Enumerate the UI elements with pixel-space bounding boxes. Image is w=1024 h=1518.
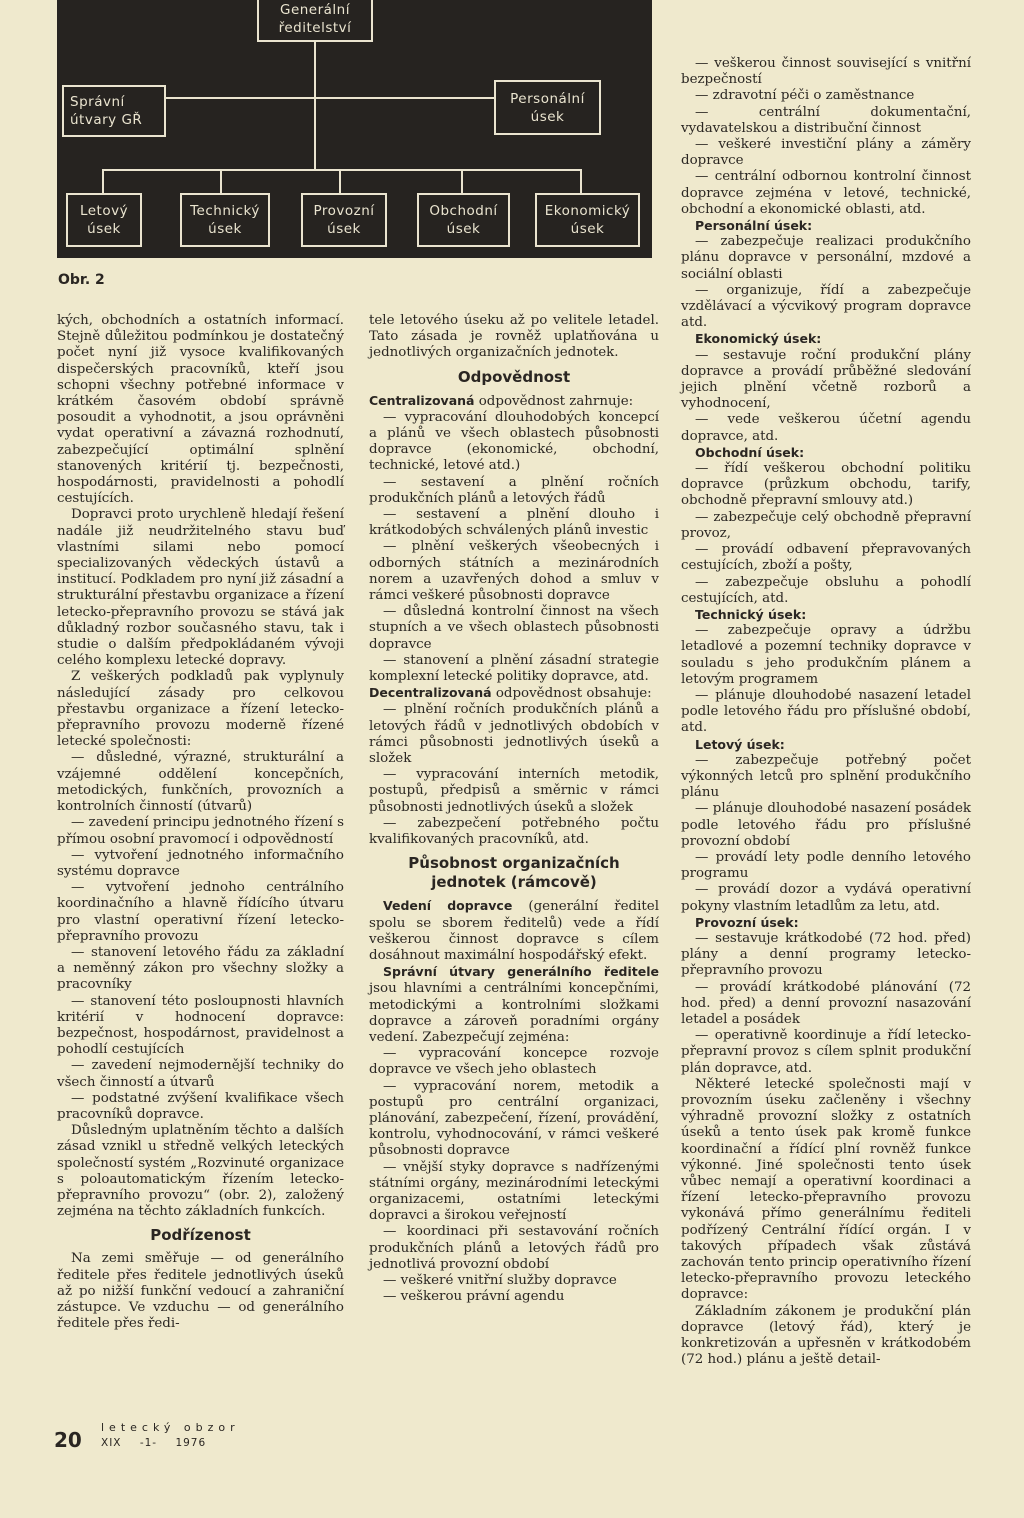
section-item: — plánuje dlouhodobé nasazení letadel podle letového řádu pro příslušné období, atd.	[681, 687, 971, 736]
col1-paragraph: kých, obchodních a ostatních informací. Stejně důležitou podmínkou je dostatečný počet nyní již vysoce kvalifikovaných dispečerských pracovníků, kteří jsou schopni všechny potřebné informace v krátkém časovém období správně posoudit a vyhodnotit, a jsou oprávněni vydat operativní a závazná rozhodnutí, zabezpečující optimální splnění stanovených kritérií tj. bezpečnosti, hospodárnosti, pravidelnosti a pohodlí cestujících.	[57, 313, 344, 507]
col1-paragraph: Z veškerých podkladů pak vyplynuly následující zásady pro celkovou přestavbu organizace a řízení letecko-přepravního provozu moderně řízené letecké společnosti:	[57, 669, 344, 750]
central-item: — vypracování dlouhodobých koncepcí a plánů ve všech oblastech působnosti dopravce (ekonomické, obchodní, technické, letové atd.)	[369, 409, 659, 474]
chart-unit-commercial-line2: úsek	[446, 221, 481, 237]
col1-paragraph: Dopravci proto urychleně hledají řešení nadále již neudržitelného stavu buď vlastními silami nebo pomocí specializovaných vědeckých ústavů a institucí. Podkladem pro nyní již zásadní a strukturální přestavbu organizace a řízení letecko-přepravního provozu se stává jak důkladný rozbor současného stavu, tak i studie o dalším předpokládaném vývoji celého komplexu letecké dopravy.	[57, 507, 344, 669]
chart-personnel-box	[494, 80, 601, 135]
chart-root-box	[257, 0, 373, 42]
decentral-item: — vypracování interních metodik, postupů, předpisů a směrnic v rámci působnosti jednotlivých úseků a složek	[369, 767, 659, 815]
vedeni-label: Vedení dopravce	[383, 898, 513, 914]
vedeni-text: (generální ředitel spolu se sborem ředitelů) vede a řídí veškerou činnost dopravce s cílem dosáhnout maximální hospodářský efekt.	[369, 899, 659, 963]
section-item: — sestavuje roční produkční plány dopravce a provádí průběžné sledování jejich plnění včetně rozborů a vyhodnocení,	[681, 347, 971, 412]
issue-number: -1-	[139, 1437, 158, 1449]
section-title-flight: Letový úsek:	[695, 736, 785, 752]
heading-odpovednost: Odpovědnost	[457, 367, 571, 386]
chart-unit-commercial	[417, 193, 510, 247]
chart-unit-operations	[301, 193, 387, 247]
heading-podrizenost: Podřízenost	[150, 1226, 251, 1245]
chart-unit-commercial-line1: Obchodní	[429, 203, 498, 219]
col1-list-item: — zavedení principu jednotného řízení s přímou osobní pravomocí i odpovědností	[57, 815, 344, 847]
spravni-item: — veškeré vnitřní služby dopravce	[383, 1272, 617, 1288]
chart-unit-technical-line2: úsek	[208, 221, 242, 237]
section-item: — sestavuje krátkodobé (72 hod. před) plány a denní programy letecko-přepravního provozu	[681, 930, 971, 979]
section-item: — zabezpečuje opravy a údržbu letadlové a pozemní techniky dopravce v souladu s jeho produkčním plánem a letovým programem	[681, 623, 971, 687]
col3-item: — veškeré investiční plány a záměry dopravce	[681, 137, 971, 169]
central-item: — sestavení a plnění dlouho i krátkodobých schválených plánů investic	[369, 507, 659, 539]
section-item: — vede veškerou účetní agendu dopravce, atd.	[681, 412, 971, 444]
column-3	[681, 56, 971, 1368]
col3-paragraph: Základním zákonem je produkční plán dopravce (letový řád), který je konkretizován a upřesněn v krátkodobém (72 hod.) plánu a ještě detail-	[681, 1303, 971, 1368]
section-item: — zabezpečuje celý obchodně přepravní provoz,	[681, 509, 971, 541]
spravni-paragraph	[369, 964, 659, 1046]
central-intro	[369, 393, 659, 410]
figure-caption: Obr. 2	[58, 272, 105, 288]
col1-list-item: — stanovení letového řádu za základní a neměnný zákon pro všechny složky a pracovníky	[57, 944, 344, 993]
col1-paragraph: Na zemi směřuje — od generálního ředitele přes ředitele jednotlivých úseků až po nižší funkční vedoucí a zahraniční zástupce. Ve vzduchu — od generálního ředitele přes ředi-	[57, 1251, 344, 1332]
chart-unit-flight-line2: úsek	[87, 221, 121, 237]
col3-item: — zdravotní péči o zaměstnance	[695, 88, 915, 104]
decentral-text: odpovědnost obsahuje:	[491, 686, 652, 702]
central-item: — sestavení a plnění ročních produkčních plánů a letových řádů	[369, 474, 659, 506]
chart-unit-economic-line2: úsek	[570, 221, 605, 237]
issue-info	[101, 1437, 220, 1449]
section-item: — provádí krátkodobé plánování (72 hod. před) a denní provozní nasazování letadel a posádek	[681, 979, 971, 1027]
section-item: — provádí dozor a vydává operativní pokyny vlastním letadlům za letu, atd.	[681, 882, 971, 914]
chart-admin-line1: Správní	[70, 94, 125, 110]
central-item: — plnění veškerých všeobecných i odborných státních a mezinárodních norem a uzavřených dohod a smluv v rámci veškeré působnosti dopravce	[369, 539, 659, 604]
decentral-intro	[369, 685, 659, 702]
spravni-item: — vnější styky dopravce s nadřízenými státními orgány, mezinárodními leteckými organizacemi, ostatními leteckými dopravci a širokou veřejností	[369, 1159, 659, 1224]
section-item: — organizuje, řídí a zabezpečuje vzdělávací a výcvikový program dopravce atd.	[681, 282, 971, 331]
col3-paragraph: Některé letecké společnosti mají v provozním úseku začleněny i všechny výhradně provozní složky z ostatních úseků a tento úsek pak kromě funkce koordinační a řídící plní rovněž funkce výkonné. Jiné společnosti tento úsek vůbec nemají a operativní koordinaci a řízení letecko-přepravního provozu vykonává přímo generálnímu řediteli podřízený Centrální řídící orgán. I v takových případech však zůstává zachován tento princip operativního řízení letecko-přepravního provozu leteckého dopravce:	[681, 1076, 971, 1303]
col2-paragraph: tele letového úseku až po velitele letadel. Tato zásada je rovněž uplatňována u jednotlivých organizačních jednotek.	[369, 313, 659, 361]
section-item: — zabezpečuje realizaci produkčního plánu dopravce v personální, mzdové a sociální oblasti	[681, 234, 971, 282]
vedeni-paragraph	[369, 898, 659, 964]
issue-volume: XIX	[101, 1437, 122, 1449]
chart-root-line1: Generální	[279, 2, 350, 18]
section-item: — provádí lety podle denního letového programu	[681, 849, 971, 882]
col1-list-item: — důsledné, výrazné, strukturální a vzájemné oddělení koncepčních, metodických, funkčních, provozních a kontrolních činností (útvarů)	[57, 750, 344, 815]
section-title-commercial: Obchodní úsek:	[695, 444, 805, 460]
issue-year: 1976	[175, 1437, 207, 1449]
col1-list-item: — podstatné zvýšení kvalifikace všech pracovníků dopravce.	[57, 1090, 344, 1122]
chart-personnel-line2: úsek	[530, 108, 565, 125]
spravni-item: — veškerou právní agendu	[383, 1289, 565, 1305]
col1-paragraph: Důsledným uplatněním těchto a dalších zásad vznikl u středně velkých leteckých společností systém „Rozvinuté organizace s poloautomatickým řízením letecko-přepravního provozu“ (obr. 2), založený zejména na těchto základních funkcích.	[57, 1123, 344, 1220]
org-chart	[57, 0, 652, 258]
spravni-label: Správní útvary generálního ředitele	[383, 964, 659, 980]
chart-admin-line2: útvary GŘ	[70, 112, 143, 128]
chart-personnel-line1: Personální	[510, 90, 585, 107]
section-title-operations: Provozní úsek:	[695, 914, 799, 930]
col1-list-item: — vytvoření jednotného informačního systému dopravce	[57, 847, 344, 879]
col1-list-item: — vytvoření jednoho centrálního koordinačního a hlavně řídícího útvaru pro vlastní operativní řízení letecko-přepravního provozu	[57, 880, 344, 944]
section-item: — provádí odbavení přepravovaných cestujících, zboží a pošty,	[681, 542, 971, 574]
central-item: — stanovení a plnění zásadní strategie komplexní letecké politiky dopravce, atd.	[369, 652, 659, 685]
chart-unit-flight	[66, 193, 142, 247]
chart-unit-technical	[180, 193, 270, 247]
column-2	[369, 313, 659, 1305]
chart-unit-flight-line1: Letový	[79, 203, 129, 219]
chart-unit-operations-line1: Provozní	[313, 203, 375, 219]
section-title-technical: Technický úsek:	[695, 606, 807, 622]
col1-list-item: — zavedení nejmodernější techniky do všech činností a útvarů	[57, 1058, 344, 1090]
section-title-economic: Ekonomický úsek:	[695, 331, 822, 347]
column-1	[57, 313, 344, 1332]
section-item: — řídí veškerou obchodní politiku dopravce (průzkum obchodu, tarify, obchodně přepravní smlouvy atd.)	[681, 461, 971, 509]
section-item: — operativně koordinuje a řídí letecko-přepravní provoz s cílem splnit produkční plán dopravce, atd.	[681, 1028, 971, 1076]
spravni-item: — vypracování norem, metodik a postupů pro centrální organizaci, plánování, zabezpečení, řízení, provádění, kontrolu, vyhodnocování, v rámci veškeré působnosti dopravce	[369, 1078, 659, 1159]
spravni-text: jsou hlavními a centrálními koncepčními, metodickými a kontrolními složkami dopravce a zároveň poradními orgány vedení. Zabezpečují zejména:	[369, 981, 659, 1045]
chart-unit-technical-line1: Technický	[190, 203, 260, 219]
col3-item: — centrální dokumentační, vydavatelskou a distribuční činnost	[681, 104, 971, 136]
chart-root-line2: ředitelství	[278, 20, 352, 36]
chart-admin-box	[62, 85, 166, 137]
decentral-item: — zabezpečení potřebného počtu kvalifikovaných pracovníků, atd.	[369, 815, 659, 848]
magazine-name: letecký obzor	[101, 1421, 240, 1434]
chart-unit-operations-line2: úsek	[327, 221, 361, 237]
chart-unit-economic	[535, 193, 640, 247]
page-number: 20	[54, 1428, 82, 1452]
chart-unit-economic-line1: Ekonomický	[544, 203, 631, 219]
heading-pusobnost: Působnost organizačních jednotek (rámcově)	[408, 854, 620, 892]
decentral-label: Decentralizovaná	[369, 685, 492, 701]
col3-item: — centrální odbornou kontrolní činnost dopravce zejména v letové, technické, obchodní a ekonomické oblasti, atd.	[681, 169, 971, 217]
section-item: — zabezpečuje obsluhu a pohodlí cestujících, atd.	[681, 574, 971, 606]
section-title-personnel: Personální úsek:	[695, 218, 813, 234]
col3-item: — veškerou činnost související s vnitřní bezpečností	[681, 56, 971, 88]
spravni-item: — vypracování koncepce rozvoje dopravce ve všech jeho oblastech	[369, 1046, 659, 1078]
central-label: Centralizovaná	[369, 392, 475, 408]
section-item: — plánuje dlouhodobé nasazení posádek podle letového řádu pro příslušné provozní období	[681, 801, 971, 849]
central-text: odpovědnost zahrnuje:	[474, 393, 634, 409]
spravni-item: — koordinaci při sestavování ročních produkčních plánů a letových řádů pro jednotlivá provozní období	[369, 1224, 659, 1272]
section-item: — zabezpečuje potřebný počet výkonných letců pro splnění produkčního plánu	[681, 752, 971, 801]
central-item: — důsledná kontrolní činnost na všech stupních a ve všech oblastech působnosti dopravce	[369, 604, 659, 652]
col1-list-item: — stanovení této posloupnosti hlavních kritérií v hodnocení dopravce: bezpečnost, hospodárnost, pravidelnost a pohodlí cestujících	[57, 993, 344, 1058]
decentral-item: — plnění ročních produkčních plánů a letových řádů v jednotlivých obdobích v rámci působnosti jednotlivých úseků a složek	[369, 702, 659, 767]
